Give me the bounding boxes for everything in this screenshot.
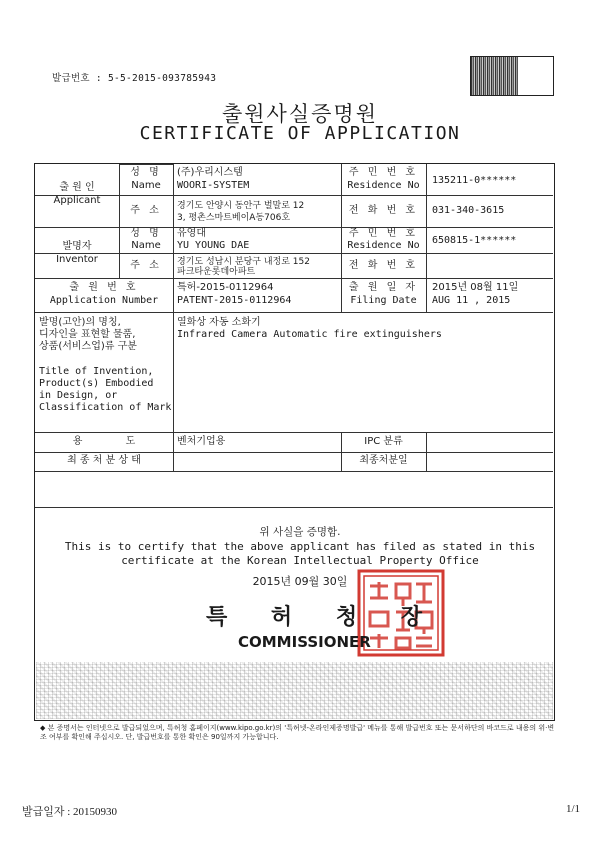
title-english: CERTIFICATE OF APPLICATION — [139, 123, 461, 144]
inventor-section-ko: 발명자 — [62, 241, 92, 252]
inventor-name-en: YU YOUNG DAE — [177, 240, 250, 251]
issue-number: 발급번호 : 5-5-2015-093785943 — [52, 73, 217, 84]
inventor-phone-label: 전 화 번 호 — [348, 260, 419, 271]
applicant-name-ko: (주)우리시스템 — [177, 167, 243, 178]
statement-korean: 위 사실을 증명함. — [259, 526, 341, 538]
filing-date-label-en: Filing Date — [350, 295, 417, 306]
applicant-phone-value: 031-340-3615 — [432, 205, 505, 216]
applicant-phone-label: 전 화 번 호 — [348, 205, 419, 216]
filing-date-ko: 2015년 08월 11일 — [432, 282, 519, 293]
security-pattern — [36, 662, 553, 719]
inventor-section-en: Inventor — [56, 254, 98, 265]
filing-date-en: AUG 11 , 2015 — [432, 295, 511, 306]
applicant-name-label-en: Name — [131, 180, 161, 191]
inventor-name-label-en: Name — [131, 240, 161, 251]
verification-notice: ◆ 본 증명서는 인터넷으로 발급되었으며, 특허청 홈페이지(www.kipo.go.kr)의 '특허넷-온라인제증명발급' 메뉴를 통해 발급번호 또는 문서하단의 바코드로 내용의 위·변조 여부를 확인해 주십시오. 단, 발급번호를 통한 확인은 90일까지 가능합니다. — [40, 724, 555, 741]
inventor-residence-value: 650815-1****** — [432, 235, 517, 246]
invention-title-ko: 열화상 자동 소화기 — [177, 317, 261, 328]
applicant-section-en: Applicant — [53, 195, 101, 206]
barcode — [470, 56, 554, 96]
applicant-address-line1: 경기도 안양시 동안구 벌말로 12 — [177, 201, 305, 211]
invention-title-en: Infrared Camera Automatic fire extinguishers — [177, 329, 442, 340]
office-name-korean: 특 허 청 장 — [206, 605, 440, 630]
application-number-label-en: Application Number — [49, 295, 159, 306]
invention-label-en-3: in Design, or — [39, 390, 118, 401]
applicant-section-ko: 출 원 인 — [59, 182, 95, 193]
application-number-ko: 특허-2015-0112964 — [177, 282, 274, 293]
page-number: 1/1 — [566, 803, 581, 815]
inventor-name-label-ko: 성 명 — [130, 228, 162, 239]
inventor-address-line2: 파크타운롯데아파트 — [177, 267, 256, 277]
invention-label-en-1: Title of Invention, — [39, 366, 154, 377]
filing-date-label-ko: 출 원 일 자 — [348, 282, 419, 293]
title-korean: 출원사실증명원 — [221, 102, 378, 126]
certificate-date: 2015년 09월 30일 — [252, 575, 348, 588]
inventor-residence-label-ko: 주 민 번 호 — [348, 228, 419, 239]
invention-label-en-2: Product(s) Embodied — [39, 378, 154, 389]
statement-english-2: certificate at the Korean Intellectual Property Office — [121, 554, 479, 567]
inventor-residence-label-en: Residence No — [347, 240, 420, 251]
inventor-address-line1: 경기도 성남시 분당구 내정로 152 — [177, 257, 310, 267]
invention-label-ko-3: 상품(서비스업)류 구분 — [39, 341, 137, 352]
office-name-english: COMMISSIONER — [238, 633, 371, 651]
applicant-name-en: WOORI-SYSTEM — [177, 180, 250, 191]
applicant-residence-label-en: Residence No — [347, 180, 420, 191]
ipc-label: IPC 분류 — [364, 436, 403, 447]
invention-label-en-4: Classification of Mark — [39, 402, 172, 413]
inventor-address-label: 주 소 — [130, 260, 162, 271]
final-date-label: 최종처분일 — [359, 455, 408, 466]
applicant-residence-value: 135211-0****** — [432, 175, 517, 186]
inventor-name-ko: 유영대 — [177, 228, 206, 239]
statement-english-1: This is to certify that the above applicant has filed as stated in this — [64, 540, 536, 553]
invention-label-ko-2: 디자인을 표현할 물품, — [39, 329, 136, 340]
final-status-label: 최 종 처 분 상 태 — [67, 455, 141, 466]
issue-date: 발급일자 : 20150930 — [22, 806, 118, 818]
applicant-address-line2: 3, 평촌스마트베이A동706호 — [177, 213, 291, 223]
applicant-name-label-ko: 성 명 — [130, 167, 162, 178]
invention-label-ko-1: 발명(고안)의 명칭, — [39, 317, 121, 328]
barcode-icon — [471, 57, 518, 95]
applicant-address-label: 주 소 — [130, 205, 162, 216]
usage-value: 벤처기업용 — [177, 436, 226, 447]
application-number-label-ko: 출 원 번 호 — [69, 282, 139, 293]
application-number-en: PATENT-2015-0112964 — [177, 295, 292, 306]
applicant-residence-label-ko: 주 민 번 호 — [348, 167, 419, 178]
usage-label: 용 도 — [72, 436, 136, 447]
